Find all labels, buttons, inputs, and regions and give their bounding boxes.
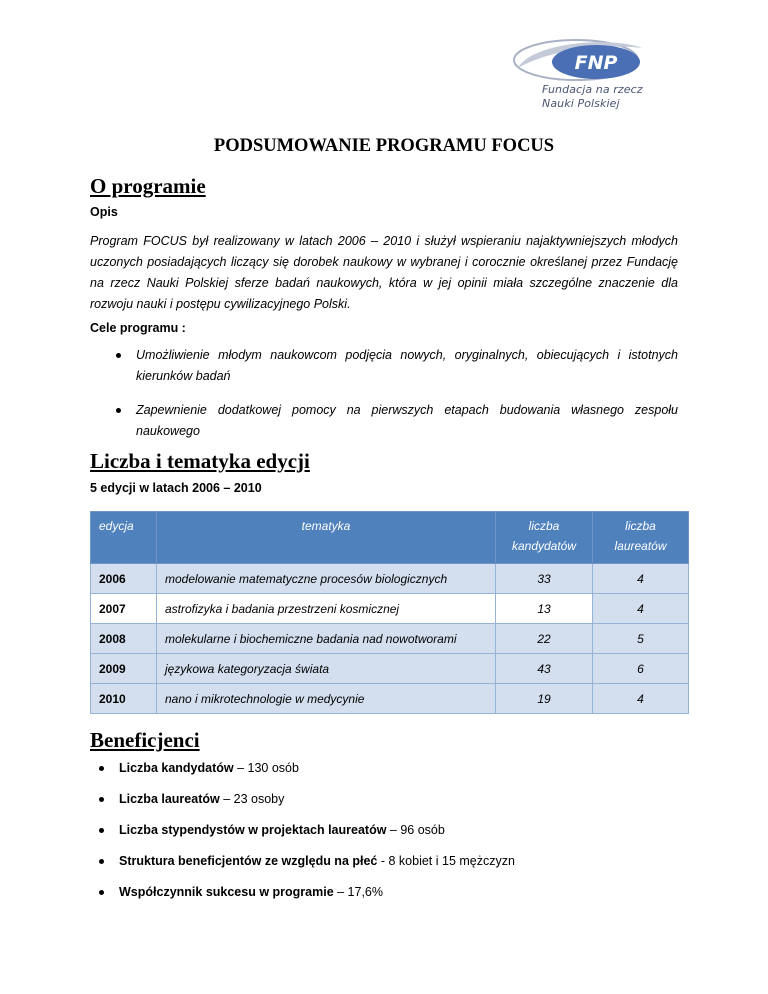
list-item — [90, 345, 678, 387]
logo-text-line2: Nauki Polskiej — [542, 97, 620, 110]
item-value: – 23 osoby — [219, 792, 285, 806]
cell-candidates: 13 — [496, 594, 593, 624]
cell-laureates: 4 — [593, 684, 689, 714]
list-item — [90, 791, 515, 822]
page-title: PODSUMOWANIE PROGRAMU FOCUS — [213, 136, 555, 156]
cell-laureates: 4 — [593, 564, 689, 594]
cell-candidates: 22 — [496, 624, 593, 654]
bullet-icon — [116, 408, 121, 413]
column-header-topic: tematyka — [157, 512, 496, 564]
column-header-edition: edycja — [91, 512, 157, 564]
item-label: Liczba kandydatów — [119, 761, 234, 775]
item-label: Struktura beneficjentów ze względu na płeć — [119, 854, 381, 868]
cell-candidates: 19 — [496, 684, 593, 714]
section-heading-beneficiaries: Beneficjenci — [90, 728, 200, 752]
table-header-row — [91, 512, 689, 564]
goal-text: Umożliwienie młodym naukowcom podjęcia nowych, oryginalnych, obiecujących i istotnych kierunków badań — [136, 348, 678, 383]
beneficiaries-list — [90, 760, 515, 915]
logo-text-line1: Fundacja na rzecz — [542, 83, 643, 96]
cell-laureates: 4 — [593, 594, 689, 624]
list-item — [90, 884, 515, 915]
cell-topic: molekularne i biochemiczne badania nad nowotworami — [157, 624, 496, 654]
list-item — [90, 822, 515, 853]
cell-candidates: 43 — [496, 654, 593, 684]
cell-year: 2009 — [91, 654, 157, 684]
logo-abbr: FNP — [574, 52, 618, 74]
cell-topic: astrofizyka i badania przestrzeni kosmicznej — [157, 594, 496, 624]
list-item — [90, 760, 515, 791]
column-header-laureates: liczba laureatów — [593, 512, 689, 564]
cell-year: 2007 — [91, 594, 157, 624]
editions-subtitle: 5 edycji w latach 2006 – 2010 — [90, 481, 262, 495]
cell-candidates: 33 — [496, 564, 593, 594]
goals-label: Cele programu : — [90, 321, 186, 335]
item-value: – 96 osób — [386, 823, 445, 837]
bullet-icon — [99, 766, 104, 771]
cell-topic: nano i mikrotechnologie w medycynie — [157, 684, 496, 714]
table-row — [91, 654, 689, 684]
list-item — [90, 853, 515, 884]
goal-text: Zapewnienie dodatkowej pomocy na pierwszych etapach budowania własnego zespołu naukowego — [136, 403, 678, 438]
table-row — [91, 684, 689, 714]
bullet-icon — [116, 353, 121, 358]
description-text: Program FOCUS był realizowany w latach 2006 – 2010 i służył wspieraniu najaktywniejszych młodych uczonych posiadających liczący się dorobek naukowy w wybranej i corocznie określanej przez Fundację na rzecz Nauki Polskiej sferze badań naukowych, która w jej opinii miała szczególne znaczenie dla rozwoju nauki i postępu cywilizacyjnego Polski. — [90, 234, 678, 311]
fnp-logo-graphic — [512, 38, 652, 86]
cell-topic: modelowanie matematyczne procesów biologicznych — [157, 564, 496, 594]
cell-laureates: 5 — [593, 624, 689, 654]
bullet-icon — [99, 890, 104, 895]
item-label: Liczba stypendystów w projektach laureatów — [119, 823, 387, 837]
table-row — [91, 624, 689, 654]
table-row — [91, 564, 689, 594]
cell-year: 2010 — [91, 684, 157, 714]
cell-laureates: 6 — [593, 654, 689, 684]
section-heading-editions: Liczba i tematyka edycji — [90, 449, 310, 473]
goals-list — [90, 345, 678, 442]
item-label: Liczba laureatów — [119, 792, 220, 806]
item-label: Współczynnik sukcesu w programie — [119, 885, 334, 899]
table-row — [91, 594, 689, 624]
description-label: Opis — [90, 205, 118, 219]
cell-year: 2006 — [91, 564, 157, 594]
bullet-icon — [99, 797, 104, 802]
bullet-icon — [99, 828, 104, 833]
cell-topic: językowa kategoryzacja świata — [157, 654, 496, 684]
section-heading-about: O programie — [90, 174, 206, 198]
item-value: – 130 osób — [233, 761, 299, 775]
column-header-candidates: liczba kandydatów — [496, 512, 593, 564]
fnp-logo — [512, 38, 652, 118]
item-value: - 8 kobiet i 15 mężczyzn — [380, 854, 515, 868]
item-value: – 17,6% — [333, 885, 383, 899]
cell-year: 2008 — [91, 624, 157, 654]
list-item — [90, 400, 678, 442]
bullet-icon — [99, 859, 104, 864]
editions-table — [90, 511, 689, 714]
